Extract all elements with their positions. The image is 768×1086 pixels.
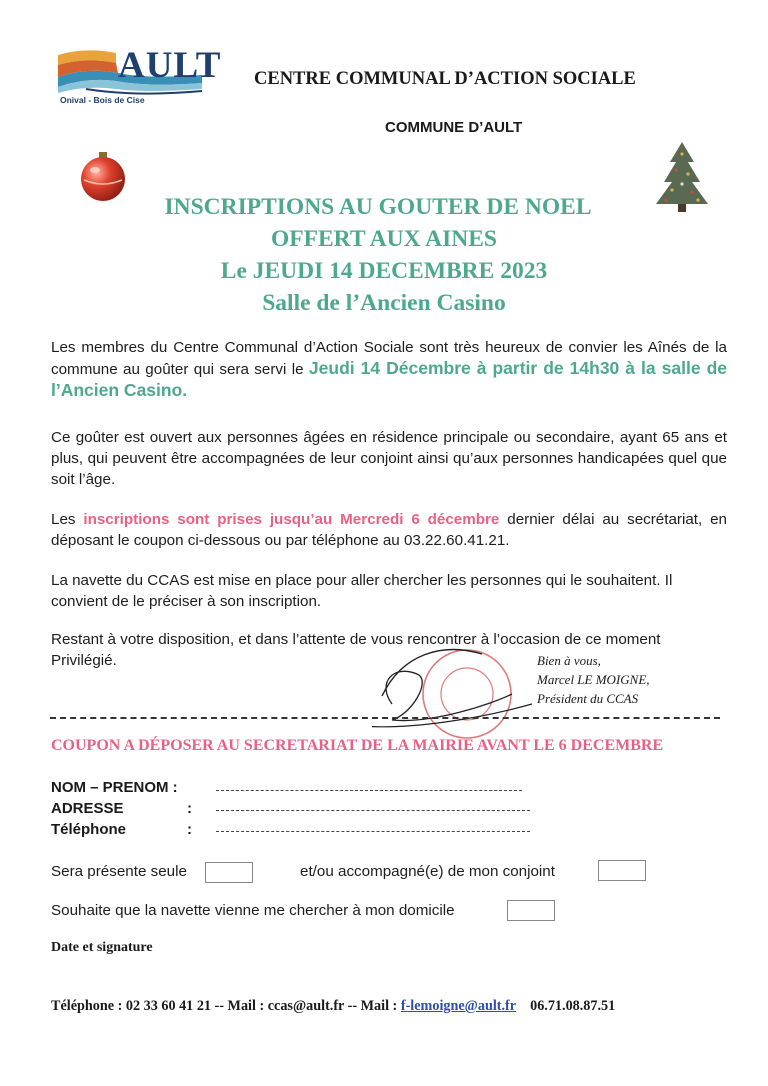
cut-line-divider [50,717,720,719]
option-shuttle-label: Souhaite que la navette vienne me chercher à mon domicile [51,902,455,919]
invitation-date-highlight: Jeudi 14 Décembre à partir de 14h30 à la salle de l’Ancien Casino. [51,358,728,400]
paragraph-closing: Restant à votre disposition, et dans l’attente de vous rencontrer à l’occasion de ce moment Privilégié. [51,631,661,669]
signature-role: Président du CCAS [537,691,639,706]
title-line-1: INSCRIPTIONS AU GOUTER DE NOEL [164,194,592,220]
name-field-label: NOM – PRENOM : [51,779,178,796]
paragraph-registration [51,509,727,551]
registration-text-start: Les [51,511,84,528]
date-signature-label: Date et signature [51,940,153,955]
phone-field-label: Téléphone [51,821,127,838]
logo-wordmark: AULT [118,45,222,86]
option-partner-label: et/ou accompagné(e) de mon conjoint [300,863,555,880]
phone-field-line[interactable] [216,831,530,832]
option-alone-label: Sera présente seule [51,863,187,880]
address-field-line[interactable] [216,810,530,811]
organization-heading: CENTRE COMMUNAL D’ACTION SOCIALE [254,69,636,89]
signature-name: Marcel LE MOIGNE, [537,672,650,687]
title-line-3: Le JEUDI 14 DECEMBRE 2023 [220,258,548,284]
name-field-line[interactable] [216,790,522,791]
title-line-2: OFFERT AUX AINES [271,226,497,252]
address-field-colon: : [187,800,192,817]
paragraph-invitation [51,337,727,402]
paragraph-shuttle: La navette du CCAS est mise en place pour aller chercher les personnes qui le souhaitent. Il convient de le préciser à son inscription. [51,572,673,610]
signature-block [537,651,650,708]
option-shuttle-checkbox[interactable] [507,900,555,921]
ault-logo [56,45,222,113]
address-field-label: ADRESSE [51,800,124,817]
coupon-heading: COUPON A DÉPOSER AU SECRETARIAT DE LA MAIRIE AVANT LE 6 DECEMBRE [51,737,664,754]
invitation-text: Les membres du Centre Communal d’Action Sociale sont très heureux de convier les Aînés de la commune au goûter qui sera servi le [51,339,727,378]
commune-heading: COMMUNE D’AULT [385,119,523,136]
footer-mobile: 06.71.08.87.51 [530,998,616,1014]
paragraph-eligibility: Ce goûter est ouvert aux personnes âgées en résidence principale ou secondaire, ayant 65 ans et plus, qui peuvent être accompagnées de leur conjoint ainsi qu’aux personnes handicapées quel que soit l’âge. [51,429,727,488]
contact-footer [51,998,615,1015]
logo-subtitle: Onival - Bois de Cise [60,95,145,105]
signature-greeting: Bien à vous, [537,653,601,668]
option-partner-checkbox[interactable] [598,860,646,881]
official-stamp [372,634,542,744]
title-line-4: Salle de l’Ancien Casino [262,290,506,316]
registration-text-end: dernier délai au secrétariat, en déposant le coupon ci-dessous ou par téléphone au 03.22.60.41.21. [51,511,727,549]
phone-field-colon: : [187,821,192,838]
option-alone-checkbox[interactable] [205,862,253,883]
footer-phone-mail: Téléphone : 02 33 60 41 21 -- Mail : ccas@ault.fr -- Mail : [51,998,401,1014]
footer-email-link[interactable]: f-lemoigne@ault.fr [400,998,517,1014]
registration-deadline-highlight: inscriptions sont prises jusqu’au Mercredi 6 décembre [83,511,500,528]
